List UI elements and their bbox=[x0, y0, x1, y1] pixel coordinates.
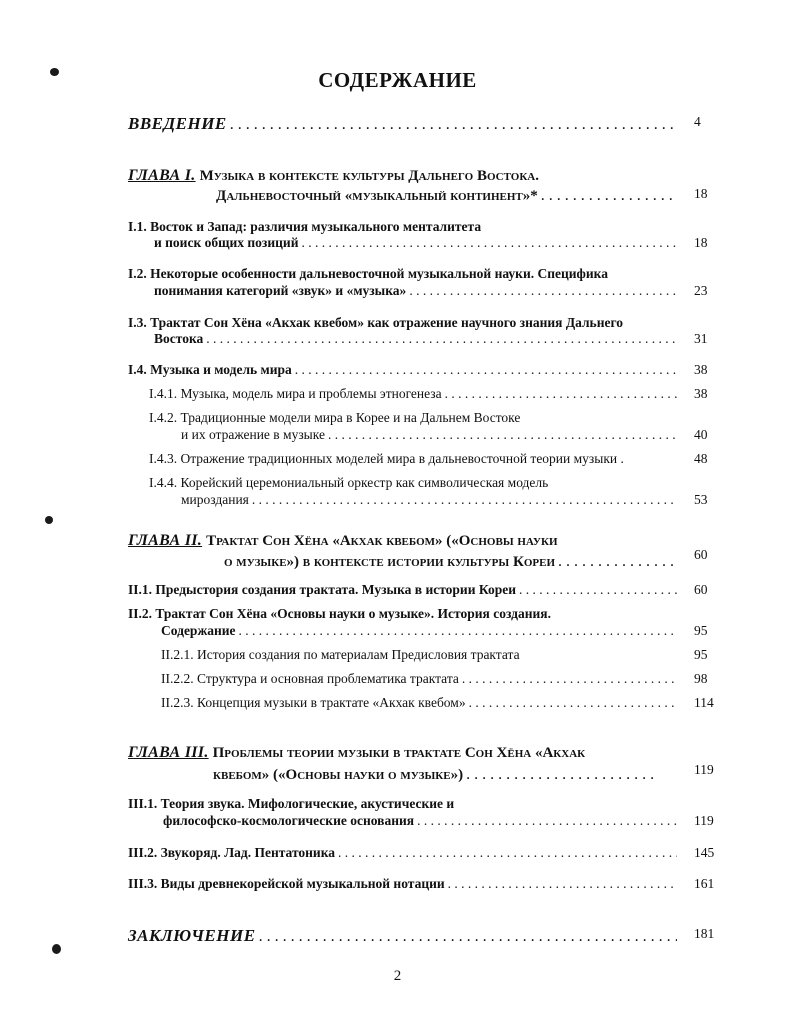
toc-text: I.4. Музыка и модель мира bbox=[128, 362, 292, 377]
toc-section-3-3[interactable] bbox=[128, 875, 680, 893]
toc-text: Содержание bbox=[161, 623, 236, 638]
toc-chapter-3[interactable] bbox=[128, 744, 585, 762]
toc-text: II.1. Предыстория создания трактата. Музыка в истории Кореи bbox=[128, 582, 516, 597]
leader-dots bbox=[409, 282, 677, 300]
leader-dots bbox=[295, 361, 677, 379]
leader-dots bbox=[206, 330, 677, 348]
toc-section-1-4-4[interactable]: I.4.4. Корейский церемониальный оркестр как символическая модель bbox=[149, 475, 549, 490]
leader-dots bbox=[328, 426, 677, 444]
toc-chapter-2[interactable] bbox=[128, 532, 558, 550]
toc-section-1-2-line2[interactable] bbox=[154, 282, 680, 300]
toc-section-2-2-2[interactable] bbox=[161, 670, 680, 688]
toc-page-number: 18 bbox=[694, 186, 708, 201]
toc-section-1-4-1[interactable] bbox=[149, 385, 680, 403]
toc-text: III.3. Виды древнекорейской музыкальной нотации bbox=[128, 876, 445, 891]
toc-page-number: 98 bbox=[694, 671, 708, 686]
leader-dots bbox=[541, 187, 677, 205]
toc-page-number: 38 bbox=[694, 386, 708, 401]
toc-section-3-2[interactable] bbox=[128, 844, 680, 862]
chapter-3-title-line1: Проблемы теории музыки в трактате Сон Хёна «Акхак bbox=[212, 745, 586, 761]
toc-text: понимания категорий «звук» и «музыка» bbox=[154, 283, 407, 298]
toc-page-number: 95 bbox=[694, 647, 708, 662]
toc-text: II.2.2. Структура и основная проблематика трактата bbox=[161, 671, 459, 686]
toc-section-2-2-1[interactable]: II.2.1. История создания по материалам Предисловия трактата bbox=[161, 647, 520, 662]
toc-section-2-2-line2[interactable] bbox=[161, 622, 680, 640]
leader-dots bbox=[519, 581, 677, 599]
toc-section-1-4-4-line2[interactable] bbox=[181, 491, 680, 509]
toc-page-number: 38 bbox=[694, 362, 708, 377]
toc-page-number: 114 bbox=[694, 695, 714, 710]
toc-section-1-3[interactable]: I.3. Трактат Сон Хёна «Акхак квебом» как отражение научного знания Дальнего bbox=[128, 315, 624, 330]
toc-page-number: 119 bbox=[694, 762, 714, 777]
toc-text: III.2. Звукоряд. Лад. Пентатоника bbox=[128, 845, 336, 860]
toc-intro-label: ВВЕДЕНИЕ bbox=[128, 114, 227, 133]
chapter-2-title-line1: Трактат Сон Хёна «Акхак квебом» («Основы науки bbox=[206, 533, 558, 549]
toc-text: II.2.3. Концепция музыки в трактате «Акхак квебом» bbox=[161, 695, 466, 710]
toc-page-number: 31 bbox=[694, 331, 708, 346]
toc-chapter-3-line2[interactable] bbox=[213, 766, 660, 784]
toc-page-number: 119 bbox=[694, 813, 714, 828]
toc-page-number: 40 bbox=[694, 427, 708, 442]
scan-speck bbox=[45, 516, 53, 524]
toc-page-number: 95 bbox=[694, 623, 708, 638]
leader-dots bbox=[558, 553, 677, 571]
toc-section-2-1[interactable] bbox=[128, 581, 680, 599]
toc-chapter-1[interactable] bbox=[128, 167, 539, 185]
page-title: СОДЕРЖАНИЕ bbox=[318, 68, 477, 92]
toc-page-number: 53 bbox=[694, 492, 708, 507]
toc-page-number: 60 bbox=[694, 547, 708, 562]
toc-text: философско-космологические основания bbox=[163, 813, 415, 828]
toc-text: мироздания bbox=[181, 492, 249, 507]
toc-section-1-1-line2[interactable] bbox=[154, 234, 680, 252]
chapter-1-title-line2: Дальневосточный «музыкальный континент»* bbox=[216, 188, 538, 204]
toc-page-number: 60 bbox=[694, 582, 708, 597]
toc-section-1-1[interactable]: I.1. Восток и Запад: различия музыкального менталитета bbox=[128, 219, 482, 234]
toc-section-2-2-3[interactable] bbox=[161, 694, 680, 712]
chapter-2-title-line2: о музыке») в контексте истории культуры Кореи bbox=[224, 554, 556, 570]
toc-text: Востока bbox=[154, 331, 204, 346]
toc-section-1-4-3[interactable]: I.4.3. Отражение традиционных моделей мира в дальневосточной теории музыки . bbox=[149, 451, 624, 466]
leader-dots bbox=[466, 766, 657, 784]
chapter-2-head: ГЛАВА II. bbox=[128, 532, 203, 549]
leader-dots bbox=[469, 694, 677, 712]
leader-dots bbox=[417, 812, 677, 830]
toc-section-1-2[interactable]: I.2. Некоторые особенности дальневосточной музыкальной науки. Специфика bbox=[128, 266, 608, 281]
toc-section-1-4-2[interactable]: I.4.2. Традиционные модели мира в Корее и на Дальнем Востоке bbox=[149, 410, 521, 425]
toc-text: и их отражение в музыке bbox=[181, 427, 325, 442]
leader-dots bbox=[301, 234, 677, 252]
toc-entry-introduction[interactable] bbox=[128, 115, 680, 133]
leader-dots bbox=[252, 491, 677, 509]
toc-section-3-1[interactable]: III.1. Теория звука. Мифологические, акустические и bbox=[128, 796, 455, 811]
chapter-1-head: ГЛАВА I. bbox=[128, 167, 196, 184]
toc-entry-conclusion[interactable] bbox=[128, 927, 680, 945]
leader-dots bbox=[230, 116, 677, 134]
toc-section-1-4[interactable] bbox=[128, 361, 680, 379]
leader-dots bbox=[462, 670, 677, 688]
page-number: 2 bbox=[393, 968, 402, 984]
toc-section-1-3-line2[interactable] bbox=[154, 330, 680, 348]
toc-section-1-4-2-line2[interactable] bbox=[181, 426, 680, 444]
chapter-3-title-line2: квебом» («Основы науки о музыке») bbox=[213, 767, 464, 783]
scan-speck bbox=[52, 944, 61, 954]
leader-dots bbox=[239, 622, 677, 640]
toc-section-3-1-line2[interactable] bbox=[163, 812, 680, 830]
toc-page-number: 4 bbox=[694, 114, 701, 129]
toc-page-number: 161 bbox=[694, 876, 715, 891]
toc-page-number: 18 bbox=[694, 235, 708, 250]
toc-section-2-2[interactable]: II.2. Трактат Сон Хёна «Основы науки о музыке». История создания. bbox=[128, 606, 551, 621]
toc-text: I.4.1. Музыка, модель мира и проблемы этногенеза bbox=[149, 386, 442, 401]
toc-chapter-1-line2[interactable] bbox=[216, 187, 680, 205]
leader-dots bbox=[448, 875, 677, 893]
toc-page-number: 23 bbox=[694, 283, 708, 298]
toc-chapter-2-line2[interactable] bbox=[224, 553, 680, 571]
toc-conclusion-label: ЗАКЛЮЧЕНИЕ bbox=[128, 926, 256, 945]
leader-dots bbox=[338, 844, 677, 862]
toc-text: и поиск общих позиций bbox=[154, 235, 299, 250]
chapter-3-head: ГЛАВА III. bbox=[128, 744, 209, 761]
chapter-1-title-line1: Музыка в контексте культуры Дальнего Востока. bbox=[199, 168, 539, 184]
toc-page-number: 181 bbox=[694, 926, 715, 941]
toc-page-number: 145 bbox=[694, 845, 715, 860]
leader-dots bbox=[445, 385, 677, 403]
leader-dots bbox=[259, 928, 677, 946]
toc-page-number: 48 bbox=[694, 451, 708, 466]
